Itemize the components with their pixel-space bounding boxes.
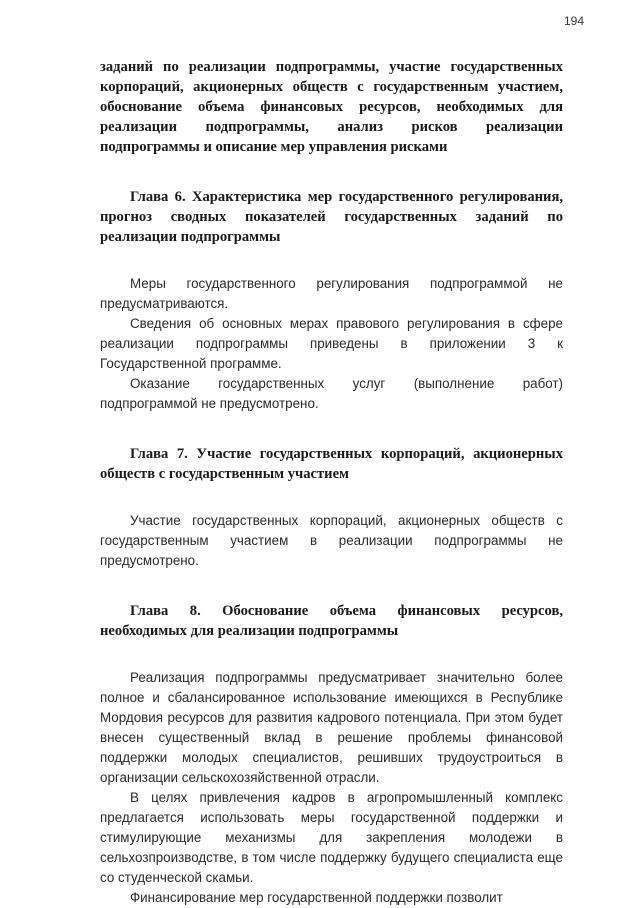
spacer xyxy=(100,641,563,668)
spacer xyxy=(100,414,563,444)
section-heading-continued: заданий по реализации подпрограммы, участие государственных корпораций, акционерных обществ с государственным участием, обоснование объема финансовых ресурсов, необходимых для реализации подпрограммы, анализ рисков реализации подпрограммы и описание мер управления рисками xyxy=(100,59,563,155)
chapter-8-paragraph: Финансирование мер государственной поддержки позволит xyxy=(130,890,503,905)
chapter-7-heading: Глава 7. Участие государственных корпораций, акционерных обществ с государственным участием xyxy=(100,446,563,482)
chapter-6-paragraph: Оказание государственных услуг (выполнение работ) подпрограммой не предусмотрено. xyxy=(100,376,563,411)
chapter-8-paragraph: Реализация подпрограммы предусматривает значительно более полное и сбалансированное использование имеющихся в Республике Мордовия ресурсов для развития кадрового потенциала. При этом будет внесен существенный вклад в решение проблемы финансовой поддержки молодых специалистов, решивших трудоустроиться в организации сельскохозяйственной отрасли. xyxy=(100,670,563,785)
spacer xyxy=(100,571,563,601)
chapter-8-heading: Глава 8. Обоснование объема финансовых ресурсов, необходимых для реализации подпрограммы xyxy=(100,603,563,639)
chapter-8-paragraph: В целях привлечения кадров в агропромышленный комплекс предлагается использовать меры государственной поддержки и стимулирующие механизмы для закрепления молодежи в сельхозпроизводстве, в том числе поддержку будущего специалиста еще со студенческой скамьи. xyxy=(100,790,563,885)
spacer xyxy=(100,157,563,187)
chapter-6-paragraph: Меры государственного регулирования подпрограммой не предусматриваются. xyxy=(100,276,563,311)
chapter-7-paragraph: Участие государственных корпораций, акционерных обществ с государственным участием в реализации подпрограммы не предусмотрено. xyxy=(100,513,563,568)
spacer xyxy=(100,247,563,274)
document-body xyxy=(100,57,563,908)
chapter-6-heading: Глава 6. Характеристика мер государственного регулирования, прогноз сводных показателей государственных заданий по реализации подпрограммы xyxy=(100,189,563,245)
chapter-6-paragraph: Сведения об основных мерах правового регулирования в сфере реализации подпрограммы приведены в приложении 3 к Государственной программе. xyxy=(100,316,563,371)
page-number: 194 xyxy=(563,14,584,28)
spacer xyxy=(100,484,563,511)
